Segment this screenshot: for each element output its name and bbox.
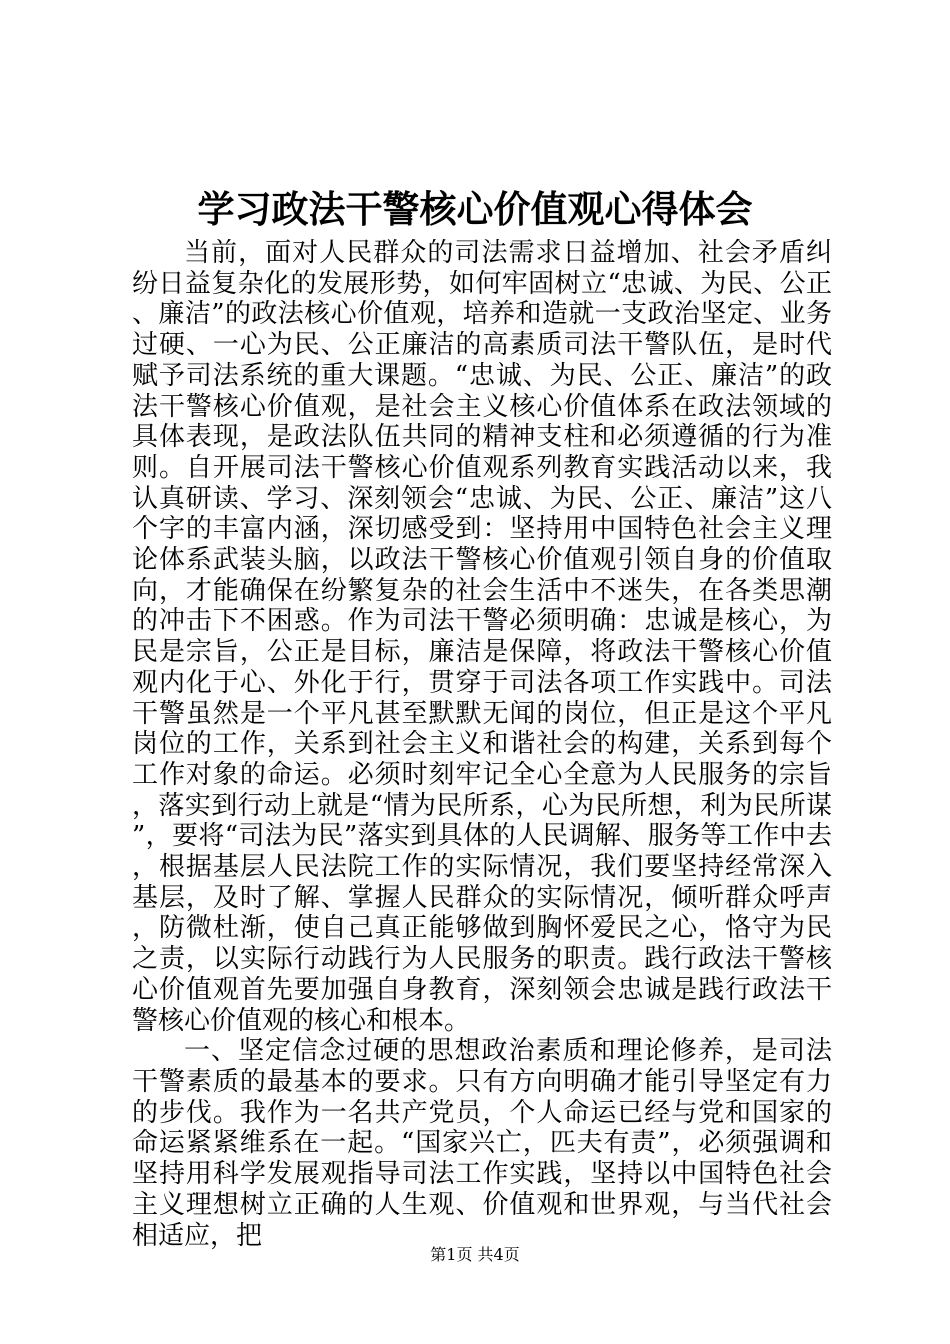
page-footer: 第1页 共4页	[430, 1245, 520, 1264]
paragraph-1: 当前，面对人民群众的司法需求日益增加、社会矛盾纠纷日益复杂化的发展形势，如何牢固树立“忠诚、为民、公正、廉洁”的政法核心价值观，培养和造就一支政治坚定、业务过硬、一心为民、公正廉洁的高素质司法干警队伍，是时代赋予司法系统的重大课题。“忠诚、为民、公正、廉洁”的政法干警核心价值观，是社会主义核心价值体系在政法领域的具体表现，是政法队伍共同的精神支柱和必须遵循的行为准则。自开展司法干警核心价值观系列教育实践活动以来，我认真研读、学习、深刻领会“忠诚、为民、公正、廉洁”这八个字的丰富内涵，深切感受到：坚持用中国特色社会主义理论体系武装头脑，以政法干警核心价值观引领自身的价值取向，才能确保在纷繁复杂的社会生活中不迷失，在各类思潮的冲击下不困惑。作为司法干警必须明确：忠诚是核心，为民是宗旨，公正是目标，廉洁是保障，将政法干警核心价值观内化于心、外化于行，贯穿于司法各项工作实践中。司法干警虽然是一个平凡甚至默默无闻的岗位，但正是这个平凡岗位的工作，关系到社会主义和谐社会的构建，关系到每个工作对象的命运。必须时刻牢记全心全意为人民服务的宗旨，落实到行动上就是“情为民所系，心为民所想，利为民所谋”，要将“司法为民”落实到具体的人民调解、服务等工作中去，根据基层人民法院工作的实际情况，我们要坚持经常深入基层，及时了解、掌握人民群众的实际情况，倾听群众呼声，防微杜渐，使自己真正能够做到胸怀爱民之心，恪守为民之责，以实际行动践行为人民服务的职责。践行政法干警核心价值观首先要加强自身教育，深刻领会忠诚是践行政法干警核心价值观的核心和根本。	[132, 238, 832, 1036]
document-title: 学习政法干警核心价值观心得体会	[197, 187, 753, 231]
paragraph-2: 一、坚定信念过硬的思想政治素质和理论修养，是司法干警素质的最基本的要求。只有方向明确才能引导坚定有力的步伐。我作为一名共产党员，个人命运已经与党和国家的命运紧紧维系在一起。“国家兴亡，匹夫有责”，必须强调和坚持用科学发展观指导司法工作实践，坚持以中国特色社会主义理想树立正确的人生观、价值观和世界观，与当代社会相适应，把	[132, 1036, 832, 1251]
document-body	[132, 238, 832, 1251]
